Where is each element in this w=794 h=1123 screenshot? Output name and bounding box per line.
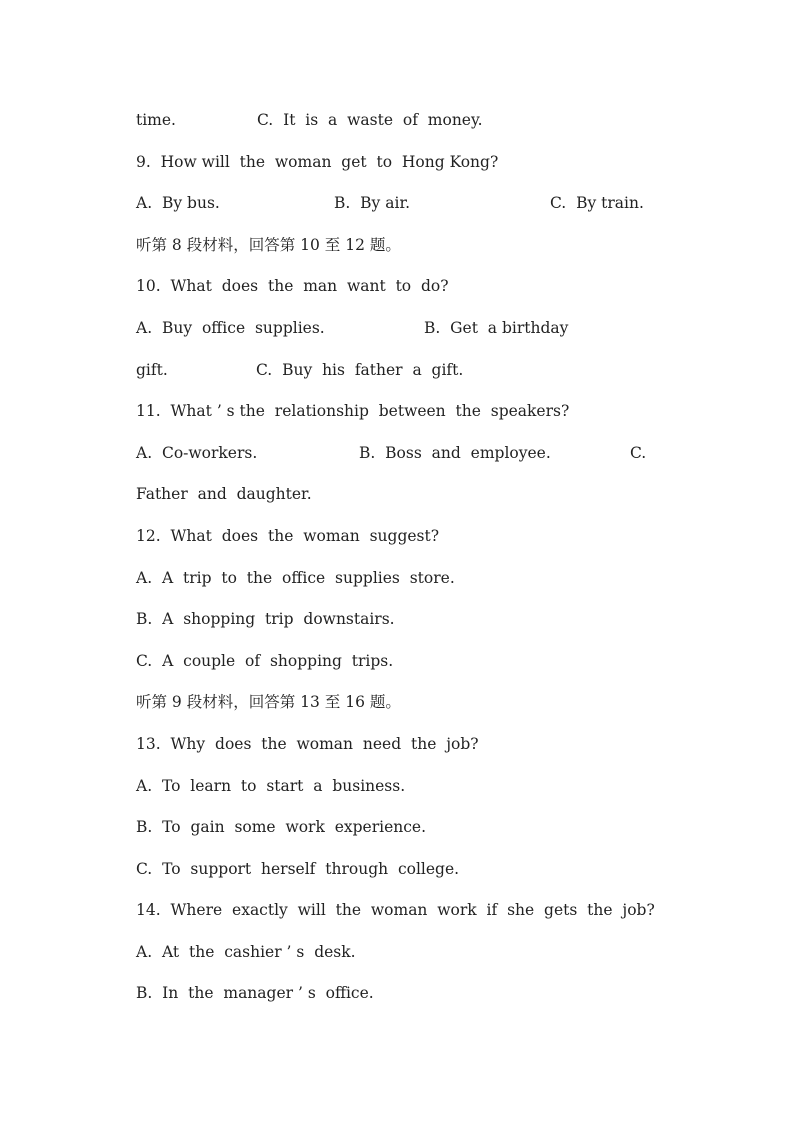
options-10-cont (136, 350, 676, 392)
options-9 (136, 183, 676, 225)
option-c: C. By train. (550, 194, 644, 213)
option-a: A. Co-workers. (136, 443, 258, 462)
option-14b (136, 973, 676, 1015)
option-a: A. To learn to start a business. (136, 776, 406, 795)
text-line-l1 (136, 100, 676, 142)
option-c: C. A couple of shopping trips. (136, 651, 394, 670)
option-c: C. It is a waste of money. (257, 111, 483, 129)
question-text: 13. Why does the woman need the job? (136, 734, 479, 753)
section-heading-9 (136, 682, 676, 724)
options-10 (136, 308, 676, 350)
question-10 (136, 266, 676, 308)
option-c: C. Buy his father a gift. (256, 360, 464, 379)
line-fragment: Father and daughter. (136, 485, 312, 504)
options-11-cont (136, 474, 676, 516)
section-heading-8 (136, 225, 676, 267)
option-b: B. To gain some work experience. (136, 818, 427, 837)
option-12b (136, 599, 676, 641)
section-heading: 听第 9 段材料，回答第 13 至 16 题。 (136, 693, 401, 712)
question-text: 11. What ’ s the relationship between the speakers? (136, 402, 570, 421)
option-c: C. (630, 443, 647, 462)
question-text: 14. Where exactly will the woman work if she gets the job? (136, 901, 655, 920)
line-fragment: time. (136, 111, 176, 129)
line-fragment: gift. (136, 360, 168, 379)
option-a: A. By bus. (136, 194, 220, 213)
option-14a (136, 932, 676, 974)
option-13c (136, 849, 676, 891)
option-12c (136, 641, 676, 683)
question-text: 12. What does the woman suggest? (136, 526, 440, 545)
options-11 (136, 433, 676, 475)
option-b: B. In the manager ’ s office. (136, 984, 374, 1003)
question-text: 10. What does the man want to do? (136, 277, 449, 296)
option-b: B. A shopping trip downstairs. (136, 610, 395, 629)
question-text: 9. How will the woman get to Hong Kong? (136, 152, 499, 171)
question-11 (136, 391, 676, 433)
question-9 (136, 142, 676, 184)
document-page (136, 100, 676, 1015)
option-13b (136, 807, 676, 849)
option-a: A. At the cashier ’ s desk. (136, 942, 356, 961)
option-c: C. To support herself through college. (136, 859, 460, 878)
section-heading: 听第 8 段材料，回答第 10 至 12 题。 (136, 235, 401, 254)
question-12 (136, 516, 676, 558)
option-a: A. Buy office supplies. (136, 318, 325, 337)
question-14 (136, 890, 676, 932)
option-b: B. Boss and employee. (359, 443, 551, 462)
option-a: A. A trip to the office supplies store. (136, 568, 455, 587)
question-13 (136, 724, 676, 766)
option-13a (136, 766, 676, 808)
option-b: B. Get a birthday (424, 318, 569, 337)
option-12a (136, 558, 676, 600)
option-b: B. By air. (334, 194, 411, 213)
